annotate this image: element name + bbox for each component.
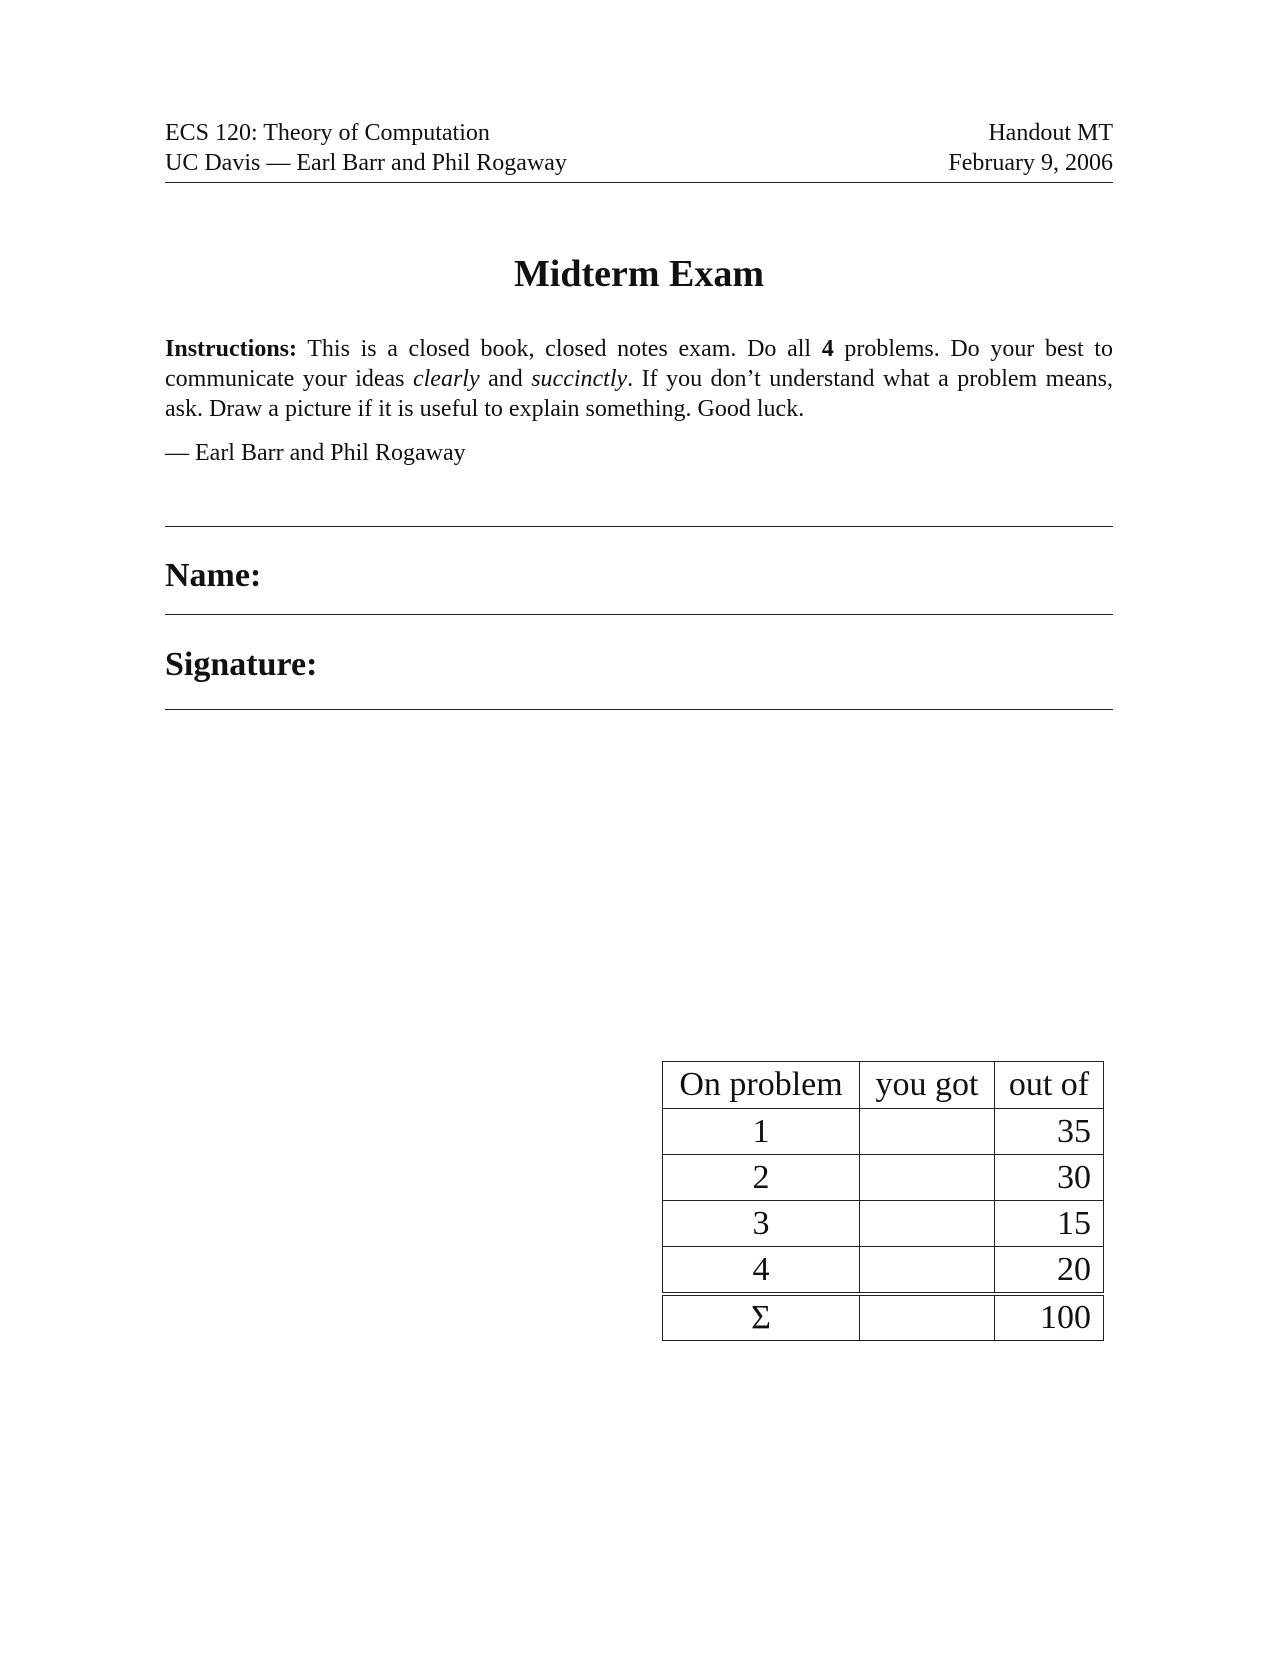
instructions-paragraph: [165, 334, 1113, 424]
score-table-header-row: [663, 1062, 1104, 1109]
page-title: Midterm Exam: [513, 253, 765, 295]
max-points: 30: [995, 1155, 1104, 1201]
score-cell[interactable]: [860, 1247, 995, 1295]
problem-number: 4: [663, 1247, 860, 1295]
document-header: [165, 118, 1113, 183]
header-out-of: out of: [995, 1062, 1104, 1109]
name-top-rule: [165, 526, 1113, 527]
score-table: [662, 1061, 1104, 1341]
max-points: 15: [995, 1201, 1104, 1247]
sigma-symbol: Σ: [663, 1294, 860, 1341]
table-row: [663, 1109, 1104, 1155]
score-cell[interactable]: [860, 1155, 995, 1201]
name-line[interactable]: [165, 614, 1113, 615]
score-cell[interactable]: [860, 1109, 995, 1155]
problem-count: 4: [821, 336, 834, 362]
name-label: Name:: [165, 557, 262, 594]
signature-label: Signature:: [165, 646, 318, 683]
header-on-problem: On problem: [663, 1062, 860, 1109]
table-row: [663, 1201, 1104, 1247]
instructions-signoff: — Earl Barr and Phil Rogaway: [165, 440, 466, 466]
table-row: [663, 1247, 1104, 1295]
problem-number: 2: [663, 1155, 860, 1201]
instructions-text-2: problems. Do your best to communicate your ideas: [165, 336, 1113, 392]
max-points: 20: [995, 1247, 1104, 1295]
problem-number: 3: [663, 1201, 860, 1247]
course-affiliation: UC Davis — Earl Barr and Phil Rogaway: [165, 150, 567, 176]
max-points: 35: [995, 1109, 1104, 1155]
course-title: ECS 120: Theory of Computation: [165, 120, 490, 146]
instructions-text-3: and: [479, 366, 532, 392]
total-max-points: 100: [995, 1294, 1104, 1341]
instructions-text-4: . If you don’t understand what a problem means, ask. Draw a picture if it is useful to explain something. Good luck.: [165, 366, 1113, 422]
score-cell[interactable]: [860, 1201, 995, 1247]
instructions-lead: Instructions:: [165, 336, 298, 362]
handout-date: February 9, 2006: [948, 150, 1113, 176]
header-left: [165, 118, 567, 178]
problem-number: 1: [663, 1109, 860, 1155]
table-row: [663, 1155, 1104, 1201]
emphasis-succinctly: succinctly: [531, 366, 628, 392]
signature-line[interactable]: [165, 709, 1113, 710]
instructions-text-1: This is a closed book, closed notes exam. Do all: [297, 336, 822, 362]
header-right: [948, 118, 1113, 178]
total-score-cell[interactable]: [860, 1294, 995, 1341]
emphasis-clearly: clearly: [412, 366, 480, 392]
exam-page: [165, 0, 1113, 1656]
total-row: [663, 1294, 1104, 1341]
handout-label: Handout MT: [988, 120, 1113, 146]
header-you-got: you got: [860, 1062, 995, 1109]
